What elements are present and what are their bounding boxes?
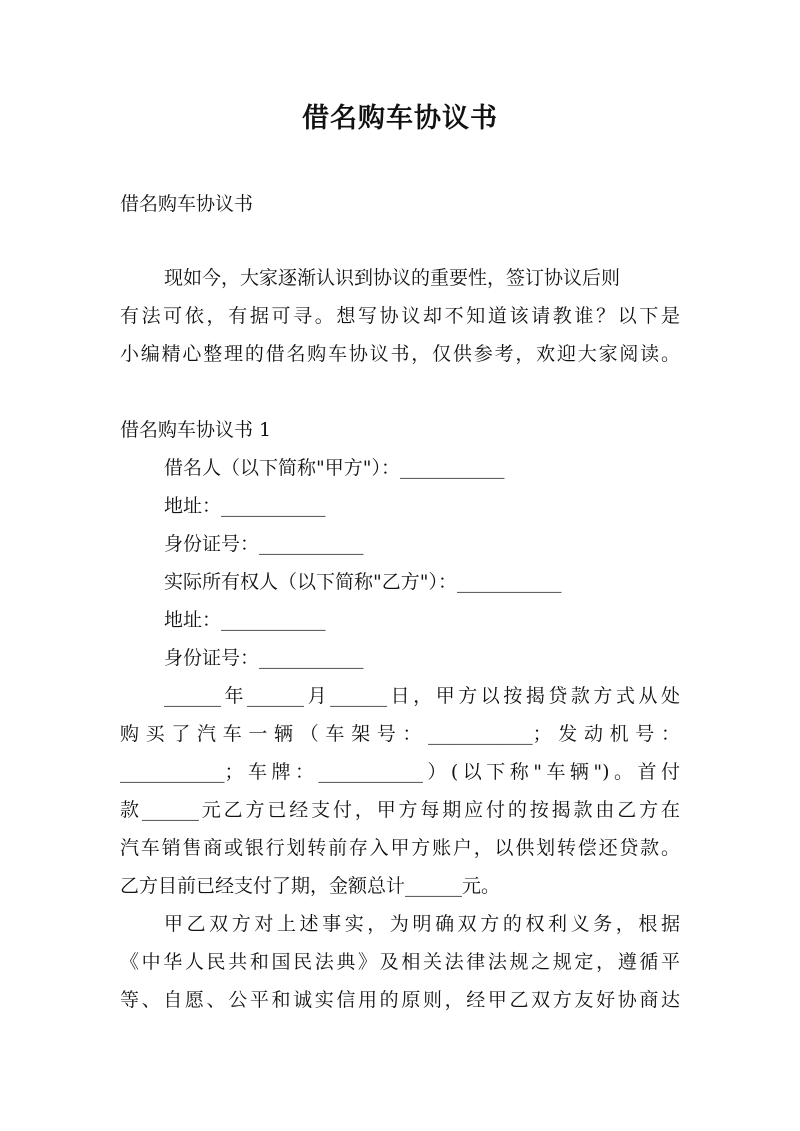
body-line-8: 《中华人民共和国民法典》及相关法律法规之规定，遵循平 [120, 951, 680, 973]
body-line-1: ______年______月______日，甲方以按揭贷款方式从处 [164, 685, 680, 707]
body-line-9: 等、自愿、公平和诚实信用的原则，经甲乙双方友好协商达 [120, 989, 680, 1011]
intro-line-2: 有法可依，有据可寻。想写协议却不知道该请教谁？以下是 [120, 305, 680, 327]
body-line-7: 甲乙双方对上述事实，为明确双方的权利义务，根据 [164, 913, 680, 935]
borrower-address-field: 地址：___________ [164, 495, 326, 517]
intro-line-3: 小编精心整理的借名购车协议书，仅供参考，欢迎大家阅读。 [120, 343, 680, 365]
body-line-3: ___________；车牌：___________）(以下称"车辆")。首付 [120, 761, 680, 783]
borrower-id-field: 身份证号：___________ [164, 533, 364, 555]
document-subtitle: 借名购车协议书 [120, 193, 254, 215]
body-line-2: 购买了汽车一辆（车架号：___________；发动机号： [120, 723, 680, 745]
owner-field: 实际所有权人（以下简称"乙方"）：___________ [164, 571, 562, 593]
body-line-4: 款______元乙方已经支付，甲方每期应付的按揭款由乙方在 [120, 799, 680, 821]
section-heading: 借名购车协议书 1 [120, 419, 272, 441]
owner-address-field: 地址：___________ [164, 609, 326, 631]
document-title: 借名购车协议书 [302, 103, 498, 134]
borrower-field: 借名人（以下简称"甲方"）：___________ [164, 457, 505, 479]
body-line-5: 汽车销售商或银行划转前存入甲方账户，以供划转偿还贷款。 [120, 837, 680, 859]
owner-id-field: 身份证号：___________ [164, 647, 364, 669]
body-line-6: 乙方目前已经支付了期，金额总计______元。 [120, 875, 501, 897]
intro-line-1: 现如今，大家逐渐认识到协议的重要性，签订协议后则 [164, 267, 621, 289]
